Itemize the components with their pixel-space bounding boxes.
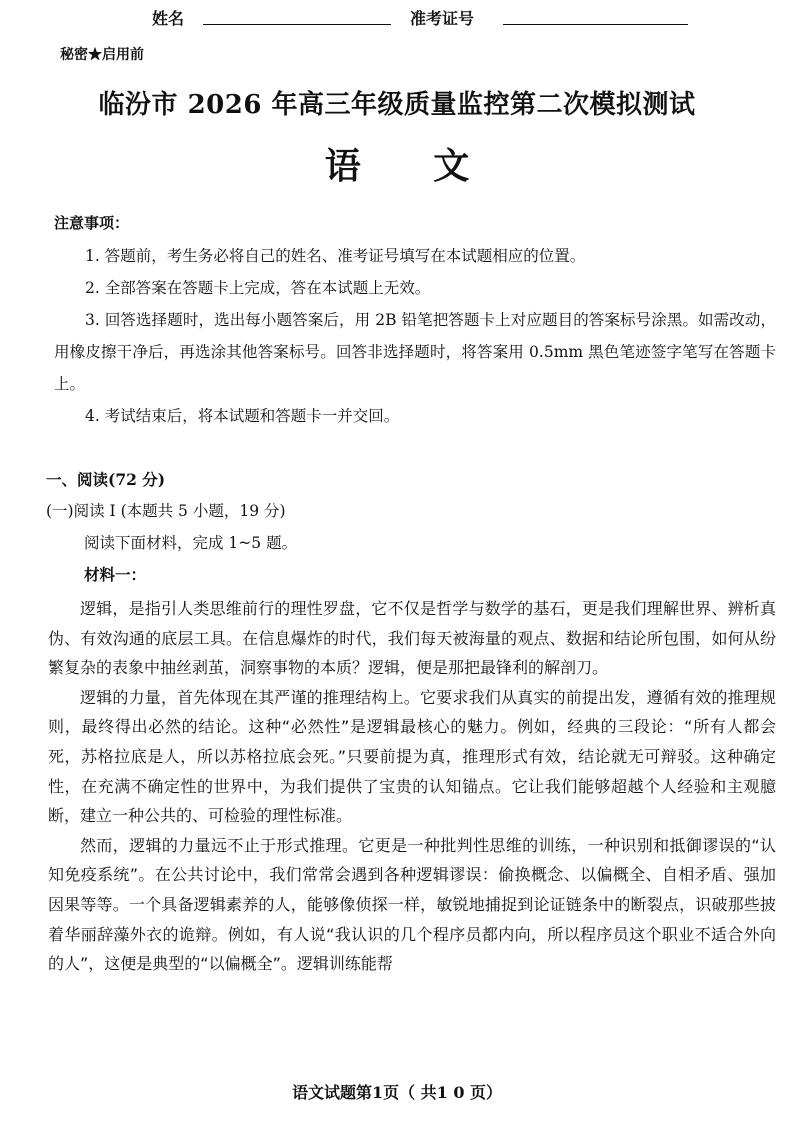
- exam-id-label: 准考证号: [410, 9, 475, 28]
- confidential-mark: 秘密★启用前: [60, 47, 144, 63]
- notes-heading: 注意事项：: [54, 214, 130, 232]
- exam-title: 临汾市 2026 年高三年级质量监控第二次模拟测试: [98, 90, 696, 120]
- paragraph: 逻辑，是指引人类思维前行的理性罗盘，它不仅是哲学与数学的基石，更是我们理解世界、辨析真伪、有效沟通的底层工具。在信息爆炸的时代，我们每天被海量的观点、数据和结论所包围，如何从纷繁复杂的表象中抽丝剥茧，洞察事物的本质？逻辑，便是那把最锋利的解剖刀。: [48, 599, 776, 678]
- note-item: 3. 回答选择题时，选出每小题答案后，用 2B 铅笔把答题卡上对应题目的答案标号涂黑。如需改动，用橡皮擦干净后，再选涂其他答案标号。回答非选择题时，将答案用 0.5mm 黑色笔迹签字笔写在答题卡上。: [54, 311, 776, 393]
- paragraph: 逻辑的力量，首先体现在其严谨的推理结构上。它要求我们从真实的前提出发，遵循有效的推理规则，最终得出必然的结论。这种“必然性”是逻辑最核心的魅力。例如，经典的三段论：“所有人都会死，苏格拉底是人，所以苏格拉底会死。”只要前提为真，推理形式有效，结论就无可辩驳。这种确定性，在充满不确定性的世界中，为我们提供了宝贵的认知锚点。它让我们能够超越个人经验和主观臆断，建立一种公共的、可检验的理性标准。: [48, 687, 776, 826]
- name-blank: [203, 24, 391, 25]
- notes-list: [54, 240, 776, 432]
- subsection-heading: (一)阅读 I (本题共 5 小题，19 分): [46, 502, 286, 520]
- material-text: [48, 594, 776, 979]
- page-footer: 语文试题第1页（ 共1 0 页）: [291, 1083, 503, 1102]
- name-label: 姓名: [152, 9, 185, 28]
- exam-id-blank: [503, 24, 688, 25]
- reading-instruction: 阅读下面材料，完成 1~5 题。: [84, 534, 298, 552]
- subject-title: 语 文: [324, 145, 470, 187]
- candidate-info-line: [0, 6, 794, 30]
- material-label: 材料一：: [84, 565, 147, 584]
- note-item: 2. 全部答案在答题卡上完成，答在本试题上无效。: [85, 279, 431, 297]
- note-item: 1. 答题前，考生务必将自己的姓名、准考证号填写在本试题相应的位置。: [85, 247, 586, 265]
- paragraph: 然而，逻辑的力量远不止于形式推理。它更是一种批判性思维的训练，一种识别和抵御谬误的“认知免疫系统”。在公共讨论中，我们常常会遇到各种逻辑谬误：偷换概念、以偏概全、自相矛盾、强加因果等等。一个具备逻辑素养的人，能够像侦探一样，敏锐地捕捉到论证链条中的断裂点，识破那些披着华丽辞藻外衣的诡辩。例如，有人说“我认识的几个程序员都内向，所以程序员这个职业不适合外向的人”，这便是典型的“以偏概全”。逻辑训练能帮: [48, 835, 776, 974]
- section-heading: 一、阅读(72 分): [46, 470, 166, 489]
- note-item: 4. 考试结束后，将本试题和答题卡一并交回。: [85, 407, 400, 425]
